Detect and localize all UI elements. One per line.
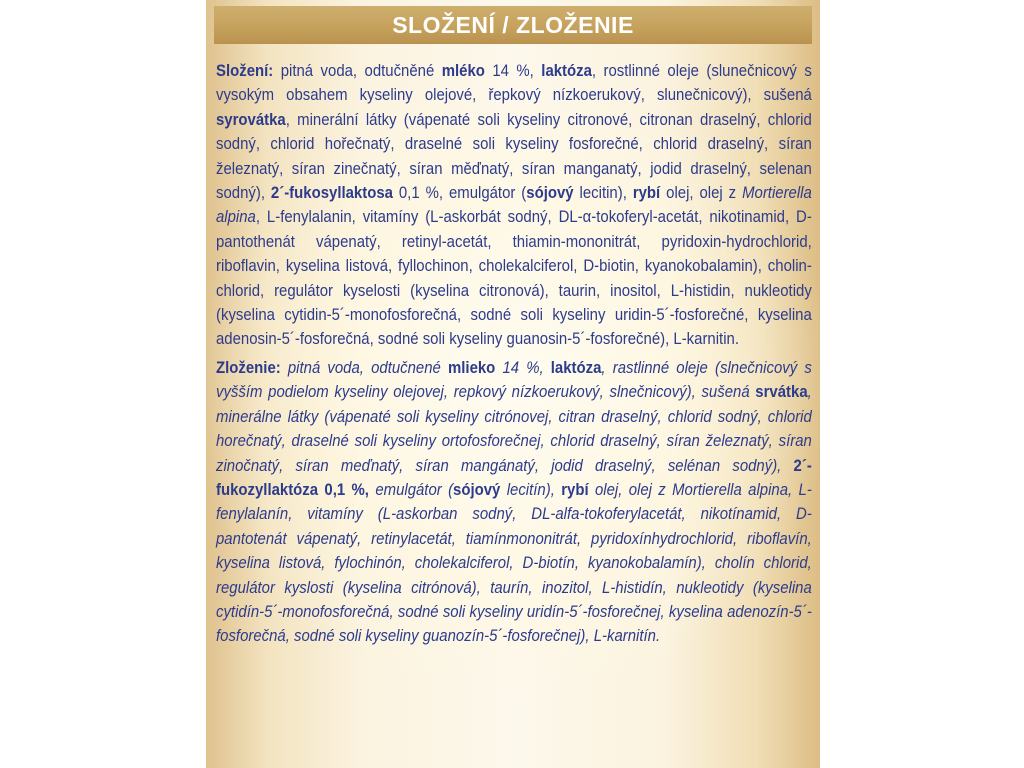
highlight: 2´-fukozyllaktóza 0,1 %, — [216, 455, 812, 499]
allergen: laktóza — [550, 357, 602, 377]
allergen: srvátka — [755, 382, 808, 402]
allergen: laktóza — [541, 61, 592, 80]
text-segment: olej, olej z Mortierella alpina, L-fenylalanín, vitamíny (L-askorban sodný, DL-alfa-tokoferylacetát, nikotínamid, D-pantotenát vápenatý, retinylacetát, tiamínmononitrát, pyridoxínhydrochlorid, riboflavín, kyselina listová, fylochinón, cholekalciferol, D-biotín, kyanokobalamín), cholín chlorid, regulátor kyslosti (kyselina citrónová), taurín, inozitol, L-histidín, nukleotidy (kyselina cytidín-5´-monofosforečná, sodné soli kyseliny uridín-5´-fosforečnej, kyselina adenozín-5´-fosforečná, sodné soli kyseliny guanozín-5´-fosforečnej), L-karnitín. — [216, 479, 812, 646]
text-segment: , L-fenylalanin, vitamíny (L-askorbát sodný, DL-α-tokoferyl-acetát, nikotinamid, D-pantothenát vápenatý, retinyl-acetát, thiamin-mononitrát, pyridoxin-hydrochlorid, riboflavin, kyselina listová, fyllochinon, cholekalciferol, D-biotin, kyanokobalamin), cholin-chlorid, regulátor kyselosti (kyselina citronová), taurin, inositol, L-histidin, nukleotidy (kyselina cytidin-5´-monofosforečná, sodné soli kyseliny uridin-5´-fosforečné, kyselina adenosin-5´-fosforečná, sodné soli kyseliny guanosin-5´-fosforečné), L-karnitin. — [216, 207, 812, 349]
text-segment: , rastlinné oleje (slnečnicový s vyšším podielom kyseliny olejovej, repkový nízkoerukový, slnečnicový), sušená — [216, 357, 812, 402]
allergen: sójový — [526, 183, 574, 203]
allergen: rybí — [632, 183, 661, 203]
text-segment: , minerální látky (vápenaté soli kyseliny citronové, citronan draselný, chlorid sodný, chlorid hořečnatý, draselné soli kyseliny fosforečné, chlorid draselný, síran železnatý, síran zinečnatý, síran měďnatý, síran manganatý, jodid draselný, selenan sodný), — [216, 109, 812, 203]
ingredients-slovak — [216, 356, 812, 649]
slovak-label: Zloženie: — [216, 357, 281, 377]
ingredients-text — [216, 59, 812, 649]
highlight: 2´-fukosyllaktosa — [270, 183, 393, 203]
text-segment: , rostlinné oleje (slunečnicový s vysokým obsahem kyseliny olejové, řepkový nízkoerukový, slunečnicový), sušená — [216, 61, 812, 105]
text-segment: olej, olej z — [660, 183, 743, 203]
text-segment: 14 %, — [495, 357, 551, 377]
ingredients-panel — [206, 0, 820, 768]
title-bar — [214, 6, 812, 44]
panel-title: SLOŽENÍ / ZLOŽENIE — [392, 11, 634, 38]
allergen: syrovátka — [216, 109, 286, 129]
text-segment: 14 %, — [484, 61, 542, 80]
text-segment: , minerálne látky (vápenaté soli kyseliny citrónovej, citran draselný, chlorid sodný, chlorid horečnatý, draselné soli kyseliny ortofosforečnej, chlorid draselný, síran železnatý, síran zinočnatý, síran meďnatý, síran mangánatý, jodid draselný, selénan sodný), — [216, 382, 812, 475]
allergen: sójový — [453, 479, 501, 499]
text-segment: 0,1 %, emulgátor ( — [392, 183, 527, 203]
allergen: rybí — [561, 479, 589, 499]
text-segment: emulgátor ( — [368, 479, 454, 499]
text-segment: pitná voda, odtučnené — [280, 357, 448, 377]
czech-label: Složení: — [216, 61, 274, 80]
allergen: mlieko — [447, 357, 496, 377]
species-name: Mortierella alpina — [216, 183, 812, 227]
ingredients-czech — [216, 59, 812, 352]
allergen: mléko — [441, 61, 485, 80]
text-segment: lecitin), — [573, 183, 633, 203]
text-segment: pitná voda, odtučněné — [273, 61, 442, 80]
text-segment: lecitín), — [500, 479, 562, 499]
